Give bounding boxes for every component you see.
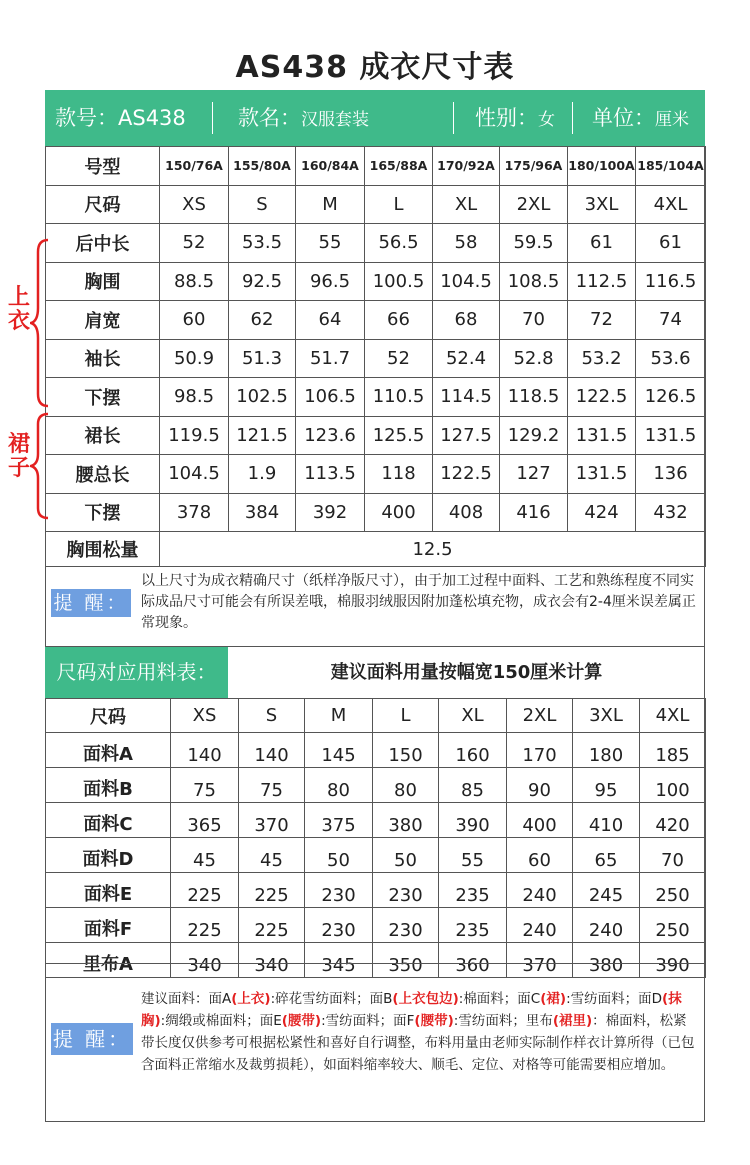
group-label-char: 子 xyxy=(8,456,31,481)
ease-label: 胸围松量 xyxy=(46,532,160,567)
fabric-row xyxy=(46,838,706,873)
value-cell: 65 xyxy=(573,838,640,873)
value-cell: 113.5 xyxy=(296,455,365,494)
gender-label: 性别： xyxy=(475,106,538,130)
fabric-section-header xyxy=(45,646,705,698)
style-name-value: 汉服套装 xyxy=(301,110,369,130)
reminder-segment: :雪纺面料；里布 xyxy=(453,1013,553,1029)
value-cell: 160 xyxy=(439,733,507,768)
header-divider xyxy=(453,102,454,134)
fabric-size-row xyxy=(46,699,706,733)
reminder-segment: ：棉面料，松紧带长度仅供参考可根据松紧性和喜好自行调整，布料用量由老师实际制作样衣计算所得（已包含面料正常缩水及裁剪损耗），如面料缩率较大、顺毛、定位、对格等可能需要相应增加。 xyxy=(141,1013,695,1073)
value-cell: 340 xyxy=(239,943,305,978)
unit-label: 单位： xyxy=(592,106,655,130)
value-cell: 240 xyxy=(507,873,573,908)
value-cell: 122.5 xyxy=(433,455,500,494)
fabric-row xyxy=(46,733,706,768)
value-cell: 53.6 xyxy=(636,339,706,378)
product-header-bar xyxy=(45,90,705,146)
value-cell: 96.5 xyxy=(296,262,365,301)
value-cell: 90 xyxy=(507,768,573,803)
value-cell: 245 xyxy=(573,873,640,908)
fabric-table xyxy=(45,698,706,978)
value-cell: 53.2 xyxy=(568,339,636,378)
value-cell: 50 xyxy=(373,838,439,873)
value-cell: 230 xyxy=(373,873,439,908)
value-cell: 70 xyxy=(640,838,706,873)
value-cell: 98.5 xyxy=(160,378,229,417)
fabric-section-tag: 尺码对应用料表： xyxy=(45,647,228,698)
fabric-row xyxy=(46,908,706,943)
unit xyxy=(592,90,689,146)
value-cell: 51.7 xyxy=(296,339,365,378)
page-title: AS438 成衣尺寸表 xyxy=(235,50,515,85)
measure-row xyxy=(46,262,706,301)
fabric-size-label: 尺码 xyxy=(46,699,171,733)
size-cell: S xyxy=(239,699,305,733)
value-cell: 59.5 xyxy=(500,224,568,263)
ease-value: 12.5 xyxy=(160,532,706,567)
value-cell: 88.5 xyxy=(160,262,229,301)
value-cell: 378 xyxy=(160,493,229,532)
gender-value: 女 xyxy=(538,110,555,130)
value-cell: 106.5 xyxy=(296,378,365,417)
header-divider xyxy=(572,102,573,134)
size-cell: XL xyxy=(433,185,500,224)
reminder-segment: 建议面料：面A xyxy=(141,991,232,1007)
value-cell: 60 xyxy=(507,838,573,873)
value-cell: 75 xyxy=(239,768,305,803)
value-cell: 52.8 xyxy=(500,339,568,378)
value-cell: 100 xyxy=(640,768,706,803)
fabric-reminder xyxy=(45,963,705,1122)
value-cell: 52.4 xyxy=(433,339,500,378)
value-cell: 380 xyxy=(373,803,439,838)
size-cell: 4XL xyxy=(636,185,706,224)
style-name-label: 款名： xyxy=(238,106,301,130)
top-brace-icon xyxy=(30,238,50,408)
value-cell: 116.5 xyxy=(636,262,706,301)
value-cell: 131.5 xyxy=(636,416,706,455)
value-cell: 416 xyxy=(500,493,568,532)
model-cell: 150/76A xyxy=(160,147,229,186)
value-cell: 185 xyxy=(640,733,706,768)
value-cell: 64 xyxy=(296,301,365,340)
value-cell: 360 xyxy=(439,943,507,978)
value-cell: 126.5 xyxy=(636,378,706,417)
model-cell: 185/104A xyxy=(636,147,706,186)
measure-row xyxy=(46,416,706,455)
value-cell: 127.5 xyxy=(433,416,500,455)
value-cell: 92.5 xyxy=(229,262,296,301)
value-cell: 119.5 xyxy=(160,416,229,455)
value-cell: 408 xyxy=(433,493,500,532)
size-cell: XS xyxy=(171,699,239,733)
value-cell: 225 xyxy=(239,908,305,943)
value-cell: 345 xyxy=(305,943,373,978)
fabric-reminder-text xyxy=(141,988,697,1076)
row-label: 面料F xyxy=(46,908,171,943)
reminder-highlight: (裙) xyxy=(540,991,567,1007)
row-label: 面料E xyxy=(46,873,171,908)
value-cell: 72 xyxy=(568,301,636,340)
value-cell: 131.5 xyxy=(568,416,636,455)
size-cell: M xyxy=(296,185,365,224)
value-cell: 145 xyxy=(305,733,373,768)
value-cell: 51.3 xyxy=(229,339,296,378)
value-cell: 230 xyxy=(305,908,373,943)
reminder-badge: 提 醒： xyxy=(51,1023,133,1055)
group-label-char: 衣 xyxy=(8,309,31,334)
size-cell: 4XL xyxy=(640,699,706,733)
value-cell: 95 xyxy=(573,768,640,803)
group-label-char: 上 xyxy=(8,285,31,310)
reminder-text: 以上尺寸为成衣精确尺寸（纸样净版尺寸），由于加工过程中面料、工艺和熟练程度不同实际成品尺寸可能会有所误差哦，棉服羽绒服因附加蓬松填充物，成衣会有2-4厘米误差属正常现象。 xyxy=(141,573,696,631)
value-cell: 400 xyxy=(507,803,573,838)
size-cell: 3XL xyxy=(568,185,636,224)
value-cell: 55 xyxy=(439,838,507,873)
row-label: 裙长 xyxy=(46,416,160,455)
size-row xyxy=(46,185,706,224)
row-label: 肩宽 xyxy=(46,301,160,340)
value-cell: 240 xyxy=(573,908,640,943)
reminder-highlight: (上衣) xyxy=(231,991,271,1007)
value-cell: 390 xyxy=(439,803,507,838)
fabric-row xyxy=(46,768,706,803)
measure-row xyxy=(46,493,706,532)
value-cell: 390 xyxy=(640,943,706,978)
row-label: 面料D xyxy=(46,838,171,873)
fabric-section-hint: 建议面料用量按幅宽150厘米计算 xyxy=(330,662,603,683)
size-table xyxy=(45,146,706,567)
group-label-char: 裙 xyxy=(8,432,31,457)
value-cell: 235 xyxy=(439,873,507,908)
size-cell: L xyxy=(365,185,433,224)
value-cell: 392 xyxy=(296,493,365,532)
value-cell: 104.5 xyxy=(433,262,500,301)
value-cell: 61 xyxy=(568,224,636,263)
value-cell: 53.5 xyxy=(229,224,296,263)
value-cell: 100.5 xyxy=(365,262,433,301)
value-cell: 74 xyxy=(636,301,706,340)
model-label: 号型 xyxy=(46,147,160,186)
value-cell: 140 xyxy=(171,733,239,768)
reminder-segment: :棉面料；面C xyxy=(458,991,541,1007)
fabric-row xyxy=(46,873,706,908)
size-cell: 3XL xyxy=(573,699,640,733)
reminder-highlight: (抹胸) xyxy=(141,991,682,1029)
value-cell: 370 xyxy=(507,943,573,978)
model-cell: 170/92A xyxy=(433,147,500,186)
row-label: 面料C xyxy=(46,803,171,838)
group-label-skirt xyxy=(8,433,30,481)
reminder-badge: 提 醒： xyxy=(51,589,131,617)
value-cell: 55 xyxy=(296,224,365,263)
value-cell: 424 xyxy=(568,493,636,532)
value-cell: 180 xyxy=(573,733,640,768)
style-name xyxy=(238,90,369,146)
value-cell: 140 xyxy=(239,733,305,768)
value-cell: 70 xyxy=(500,301,568,340)
value-cell: 250 xyxy=(640,873,706,908)
value-cell: 225 xyxy=(171,873,239,908)
value-cell: 118.5 xyxy=(500,378,568,417)
measure-row xyxy=(46,339,706,378)
model-cell: 155/80A xyxy=(229,147,296,186)
reminder-highlight: (上衣包边) xyxy=(392,991,459,1007)
value-cell: 56.5 xyxy=(365,224,433,263)
value-cell: 420 xyxy=(640,803,706,838)
value-cell: 384 xyxy=(229,493,296,532)
size-cell: XS xyxy=(160,185,229,224)
value-cell: 52 xyxy=(160,224,229,263)
skirt-brace-icon xyxy=(30,412,50,520)
reminder-segment: :碎花雪纺面料；面B xyxy=(270,991,393,1007)
row-label: 后中长 xyxy=(46,224,160,263)
measure-row xyxy=(46,455,706,494)
value-cell: 340 xyxy=(171,943,239,978)
value-cell: 230 xyxy=(373,908,439,943)
size-cell: S xyxy=(229,185,296,224)
value-cell: 365 xyxy=(171,803,239,838)
value-cell: 123.6 xyxy=(296,416,365,455)
reminder-highlight: (裙里) xyxy=(552,1013,593,1029)
value-cell: 240 xyxy=(507,908,573,943)
row-label: 面料A xyxy=(46,733,171,768)
header-divider xyxy=(212,102,213,134)
value-cell: 129.2 xyxy=(500,416,568,455)
value-cell: 375 xyxy=(305,803,373,838)
value-cell: 122.5 xyxy=(568,378,636,417)
row-label: 胸围 xyxy=(46,262,160,301)
value-cell: 1.9 xyxy=(229,455,296,494)
value-cell: 131.5 xyxy=(568,455,636,494)
group-label-top xyxy=(8,286,30,334)
value-cell: 104.5 xyxy=(160,455,229,494)
value-cell: 45 xyxy=(171,838,239,873)
value-cell: 60 xyxy=(160,301,229,340)
value-cell: 410 xyxy=(573,803,640,838)
value-cell: 170 xyxy=(507,733,573,768)
row-label: 下摆 xyxy=(46,378,160,417)
value-cell: 80 xyxy=(305,768,373,803)
model-cell: 160/84A xyxy=(296,147,365,186)
model-cell: 175/96A xyxy=(500,147,568,186)
size-cell: 2XL xyxy=(507,699,573,733)
value-cell: 250 xyxy=(640,908,706,943)
value-cell: 118 xyxy=(365,455,433,494)
row-label: 袖长 xyxy=(46,339,160,378)
size-cell: L xyxy=(373,699,439,733)
size-label: 尺码 xyxy=(46,185,160,224)
value-cell: 52 xyxy=(365,339,433,378)
measure-row xyxy=(46,378,706,417)
value-cell: 45 xyxy=(239,838,305,873)
style-number-value: AS438 xyxy=(118,106,186,130)
value-cell: 75 xyxy=(171,768,239,803)
value-cell: 127 xyxy=(500,455,568,494)
model-cell: 180/100A xyxy=(568,147,636,186)
model-row xyxy=(46,147,706,186)
value-cell: 136 xyxy=(636,455,706,494)
value-cell: 112.5 xyxy=(568,262,636,301)
model-cell: 165/88A xyxy=(365,147,433,186)
value-cell: 121.5 xyxy=(229,416,296,455)
value-cell: 114.5 xyxy=(433,378,500,417)
value-cell: 225 xyxy=(239,873,305,908)
size-cell: 2XL xyxy=(500,185,568,224)
value-cell: 125.5 xyxy=(365,416,433,455)
value-cell: 102.5 xyxy=(229,378,296,417)
value-cell: 80 xyxy=(373,768,439,803)
style-number xyxy=(55,90,186,146)
value-cell: 225 xyxy=(171,908,239,943)
reminder-highlight: (腰带) xyxy=(281,1013,322,1029)
value-cell: 370 xyxy=(239,803,305,838)
value-cell: 400 xyxy=(365,493,433,532)
value-cell: 66 xyxy=(365,301,433,340)
size-cell: XL xyxy=(439,699,507,733)
reminder-highlight: (腰带) xyxy=(414,1013,454,1029)
size-reminder xyxy=(45,556,705,646)
fabric-row xyxy=(46,803,706,838)
row-label: 下摆 xyxy=(46,493,160,532)
style-number-label: 款号： xyxy=(55,106,118,130)
measure-row xyxy=(46,301,706,340)
value-cell: 230 xyxy=(305,873,373,908)
reminder-segment: :雪纺面料；面D xyxy=(566,991,663,1007)
size-cell: M xyxy=(305,699,373,733)
value-cell: 380 xyxy=(573,943,640,978)
row-label: 面料B xyxy=(46,768,171,803)
row-label: 腰总长 xyxy=(46,455,160,494)
measure-row xyxy=(46,224,706,263)
row-label: 里布A xyxy=(46,943,171,978)
value-cell: 58 xyxy=(433,224,500,263)
value-cell: 68 xyxy=(433,301,500,340)
value-cell: 235 xyxy=(439,908,507,943)
value-cell: 432 xyxy=(636,493,706,532)
reminder-segment: :绸缎或棉面料；面E xyxy=(160,1013,282,1029)
unit-value: 厘米 xyxy=(655,110,689,130)
value-cell: 110.5 xyxy=(365,378,433,417)
gender xyxy=(475,90,555,146)
value-cell: 50 xyxy=(305,838,373,873)
value-cell: 350 xyxy=(373,943,439,978)
value-cell: 61 xyxy=(636,224,706,263)
value-cell: 50.9 xyxy=(160,339,229,378)
value-cell: 62 xyxy=(229,301,296,340)
value-cell: 85 xyxy=(439,768,507,803)
reminder-segment: :雪纺面料；面F xyxy=(321,1013,415,1029)
value-cell: 150 xyxy=(373,733,439,768)
value-cell: 108.5 xyxy=(500,262,568,301)
